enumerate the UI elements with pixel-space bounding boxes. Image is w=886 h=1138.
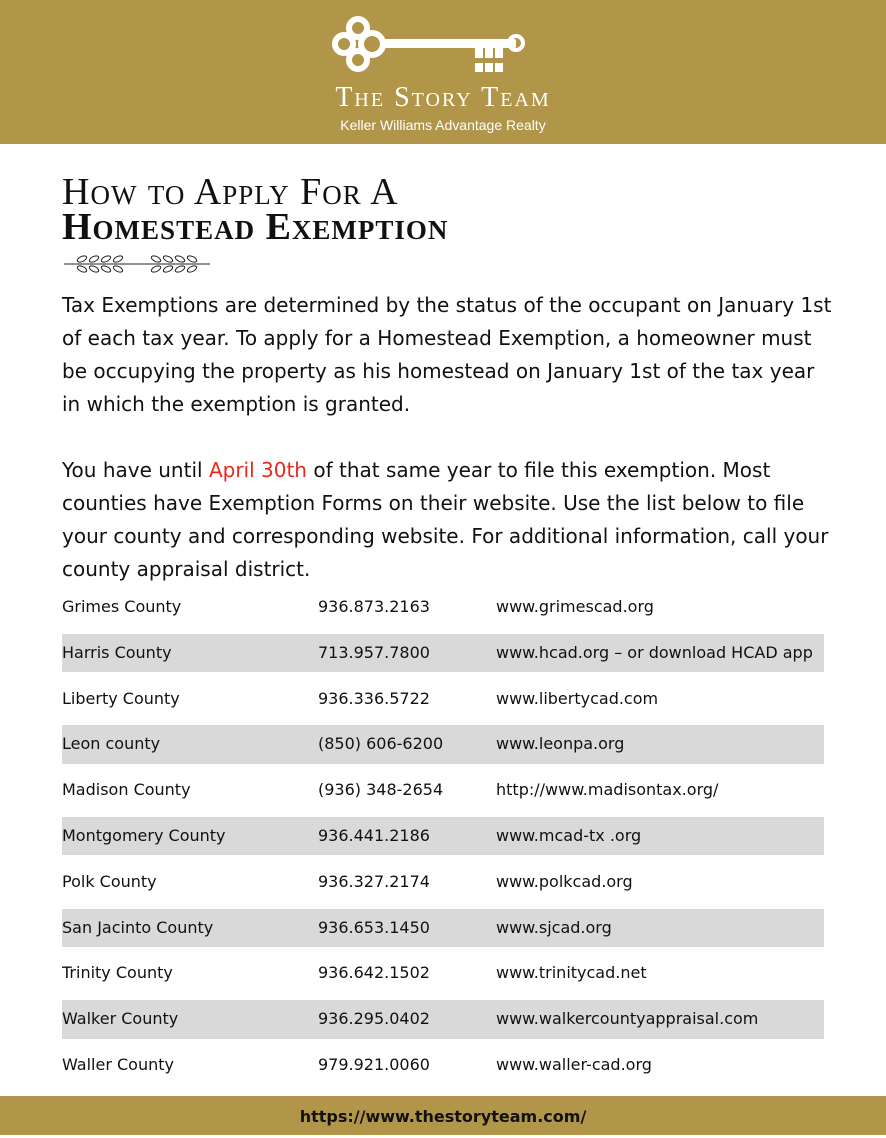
table-row: [62, 1000, 824, 1039]
website-link[interactable]: https://www.thestoryteam.com/: [299, 1107, 587, 1126]
county-name: Grimes County: [62, 597, 182, 616]
brand-name: The Story Team: [335, 82, 551, 113]
header-banner: [0, 0, 886, 144]
county-name: Trinity County: [62, 963, 173, 983]
website-url[interactable]: www.trinitycad.net: [496, 963, 647, 983]
phone-number: 936.336.5722: [318, 688, 430, 708]
table-row: [62, 771, 824, 810]
table-row: [62, 863, 824, 902]
skeleton-key-icon: [330, 14, 526, 78]
website-url[interactable]: http://www.madisontax.org/: [496, 780, 719, 800]
website-url[interactable]: www.polkcad.org: [496, 871, 633, 891]
page-title-line2: Homestead Exemption: [62, 206, 449, 248]
website-url[interactable]: www.mcad-tx .org: [496, 825, 642, 845]
phone-number: (850) 606-6200: [318, 734, 444, 754]
table-row: [62, 909, 824, 948]
footer-banner: [0, 1096, 886, 1135]
county-name: Madison County: [62, 780, 191, 800]
phone-number: 936.642.1502: [318, 963, 430, 983]
website-url[interactable]: www.grimescad.org: [496, 597, 654, 616]
table-row: [62, 954, 824, 993]
website-url[interactable]: www.hcad.org – or download HCAD app: [496, 642, 813, 662]
county-name: Walker County: [62, 1009, 179, 1029]
deadline-text-before: You have until: [62, 458, 209, 482]
county-name: Leon county: [62, 734, 161, 754]
table-row: [62, 634, 824, 673]
table-row: [62, 680, 824, 719]
phone-number: 936.327.2174: [318, 871, 430, 891]
phone-number: 713.957.7800: [318, 642, 430, 662]
phone-number: (936) 348-2654: [318, 780, 444, 800]
county-name: Liberty County: [62, 688, 180, 708]
phone-number: 936.441.2186: [318, 825, 430, 845]
county-name: Polk County: [62, 871, 157, 891]
website-url[interactable]: www.libertycad.com: [496, 688, 659, 708]
county-table: [62, 588, 824, 1092]
county-name: San Jacinto County: [62, 917, 214, 937]
phone-number: 936.873.2163: [318, 597, 430, 616]
county-name: Harris County: [62, 642, 172, 662]
table-row: [62, 725, 824, 764]
website-url[interactable]: www.waller-cad.org: [496, 1054, 652, 1074]
table-row: [62, 817, 824, 856]
website-url[interactable]: www.walkercountyappraisal.com: [496, 1009, 759, 1029]
deadline-text-after: of that same year to file this exemption. Most counties have Exemption Forms on their website. Use the list below to file your county and corresponding website. For additional information, call your county appraisal district.: [62, 458, 829, 581]
deadline-highlight: April 30th: [208, 458, 307, 482]
website-url[interactable]: www.leonpa.org: [496, 734, 625, 754]
website-url[interactable]: www.sjcad.org: [496, 917, 612, 937]
brand-subtitle: Keller Williams Advantage Realty: [340, 117, 546, 133]
phone-number: 936.653.1450: [318, 917, 430, 937]
intro-paragraph-1: Tax Exemptions are determined by the status of the occupant on January 1st of each tax year. To apply for a Homestead Exemption, a homeowner must be occupying the property as his homestead on January 1st of the tax year in which the exemption is granted.: [62, 293, 832, 416]
table-row: [62, 1046, 824, 1085]
county-name: Waller County: [62, 1054, 174, 1074]
phone-number: 936.295.0402: [318, 1009, 430, 1029]
laurel-divider-icon: [62, 252, 212, 276]
county-name: Montgomery County: [62, 825, 226, 845]
phone-number: 979.921.0060: [318, 1054, 430, 1074]
intro-paragraph-2: [62, 454, 832, 586]
page-title-line1: How to Apply For A: [62, 171, 399, 213]
table-row: [62, 588, 824, 627]
